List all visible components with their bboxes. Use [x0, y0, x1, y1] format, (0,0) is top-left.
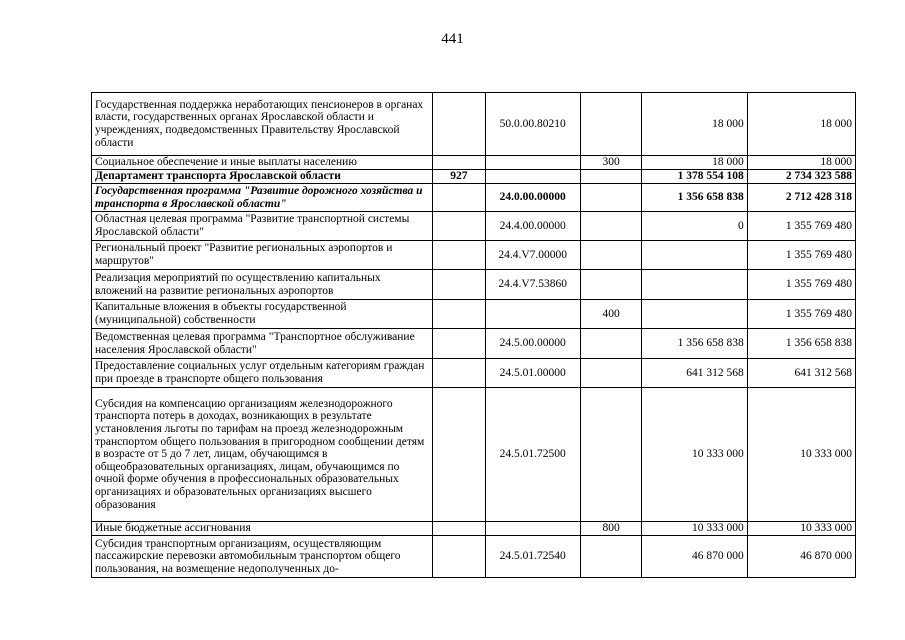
row-year2: 1 356 658 838 [747, 329, 855, 359]
row-dept [433, 212, 486, 241]
row-vr [580, 241, 642, 270]
row-year1: 0 [642, 212, 747, 241]
row-dept: 927 [433, 170, 486, 184]
row-vr [580, 388, 642, 522]
page-number: 441 [441, 31, 464, 47]
row-year2: 2 734 323 588 [747, 170, 855, 184]
row-name: Иные бюджетные ассигнования [92, 522, 433, 536]
row-name: Государственная поддержка неработающих пенсионеров в органах власти, государственных органах Ярославской области и учреждениях, подведомственных Правительству Ярославской области [92, 93, 433, 156]
row-name: Региональный проект "Развитие региональных аэропортов и маршрутов" [92, 241, 433, 270]
table-row [92, 522, 856, 536]
row-year1: 10 333 000 [642, 522, 747, 536]
row-vr [580, 359, 642, 388]
row-year1: 641 312 568 [642, 359, 747, 388]
row-csr: 24.4.00.00000 [485, 212, 580, 241]
row-csr: 24.5.01.72540 [485, 536, 580, 578]
row-vr [580, 270, 642, 300]
row-name: Капитальные вложения в объекты государственной (муниципальной) собственности [92, 300, 433, 329]
table-row [92, 156, 856, 170]
row-year2: 1 355 769 480 [747, 300, 855, 329]
row-name: Субсидия на компенсацию организациям железнодорожного транспорта потерь в доходах, возникающих в результате установления льготы по тарифам на проезд железнодорожным транспортом общего пользования в пригородном сообщении детям в возрасте от 5 до 7 лет, лицам, обучающимся в общеобразовательных организациях, лицам, обучающимся по очной форме обучения в профессиональных образовательных организациях и образовательных организациях высшего образования [92, 388, 433, 522]
row-csr: 50.0.00.80210 [485, 93, 580, 156]
table-row [92, 359, 856, 388]
row-year2: 1 355 769 480 [747, 212, 855, 241]
row-dept [433, 300, 486, 329]
row-year2: 18 000 [747, 156, 855, 170]
table-row [92, 329, 856, 359]
row-year2: 18 000 [747, 93, 855, 156]
row-dept [433, 536, 486, 578]
row-csr: 24.4.V7.53860 [485, 270, 580, 300]
row-name: Ведомственная целевая программа "Транспортное обслуживание населения Ярославской области" [92, 329, 433, 359]
row-dept [433, 270, 486, 300]
row-year1: 46 870 000 [642, 536, 747, 578]
row-year2: 46 870 000 [747, 536, 855, 578]
row-year1: 1 378 554 108 [642, 170, 747, 184]
row-name: Департамент транспорта Ярославской области [92, 170, 433, 184]
row-vr [580, 93, 642, 156]
row-dept [433, 388, 486, 522]
row-csr: 24.4.V7.00000 [485, 241, 580, 270]
row-name: Государственная программа "Развитие дорожного хозяйства и транспорта в Ярославской области" [92, 184, 433, 212]
row-dept [433, 156, 486, 170]
row-vr: 800 [580, 522, 642, 536]
row-name: Субсидия транспортным организациям, осуществляющим пассажирские перевозки автомобильным транспортом общего пользования, на возмещение недополученных до- [92, 536, 433, 578]
row-year2: 1 355 769 480 [747, 270, 855, 300]
row-csr: 24.5.01.00000 [485, 359, 580, 388]
row-name: Областная целевая программа "Развитие транспортной системы Ярославской области" [92, 212, 433, 241]
row-dept [433, 359, 486, 388]
row-csr [485, 156, 580, 170]
row-year2: 10 333 000 [747, 388, 855, 522]
row-dept [433, 93, 486, 156]
row-year1: 1 356 658 838 [642, 329, 747, 359]
row-vr [580, 329, 642, 359]
table-row [92, 241, 856, 270]
row-name: Предоставление социальных услуг отдельным категориям граждан при проезде в транспорте общего пользования [92, 359, 433, 388]
row-year1: 1 356 658 838 [642, 184, 747, 212]
table-row [92, 300, 856, 329]
table-row [92, 270, 856, 300]
row-vr: 300 [580, 156, 642, 170]
row-dept [433, 241, 486, 270]
row-year1: 18 000 [642, 93, 747, 156]
row-dept [433, 329, 486, 359]
row-vr [580, 170, 642, 184]
table-row [92, 536, 856, 578]
row-year2: 641 312 568 [747, 359, 855, 388]
row-dept [433, 184, 486, 212]
row-year2: 2 712 428 318 [747, 184, 855, 212]
row-csr [485, 170, 580, 184]
budget-table [91, 92, 856, 578]
row-csr: 24.5.00.00000 [485, 329, 580, 359]
row-vr [580, 184, 642, 212]
row-year1: 10 333 000 [642, 388, 747, 522]
row-csr: 24.0.00.00000 [485, 184, 580, 212]
row-year2: 10 333 000 [747, 522, 855, 536]
row-year1 [642, 300, 747, 329]
table-row [92, 388, 856, 522]
table-row [92, 170, 856, 184]
row-vr [580, 212, 642, 241]
row-year1 [642, 270, 747, 300]
row-csr [485, 300, 580, 329]
row-vr: 400 [580, 300, 642, 329]
row-year1 [642, 241, 747, 270]
row-csr: 24.5.01.72500 [485, 388, 580, 522]
row-name: Социальное обеспечение и иные выплаты населению [92, 156, 433, 170]
table-row [92, 184, 856, 212]
row-csr [485, 522, 580, 536]
row-name: Реализация мероприятий по осуществлению капитальных вложений на развитие региональных аэропортов [92, 270, 433, 300]
row-vr [580, 536, 642, 578]
row-year1: 18 000 [642, 156, 747, 170]
table-row [92, 93, 856, 156]
row-dept [433, 522, 486, 536]
row-year2: 1 355 769 480 [747, 241, 855, 270]
table-row [92, 212, 856, 241]
